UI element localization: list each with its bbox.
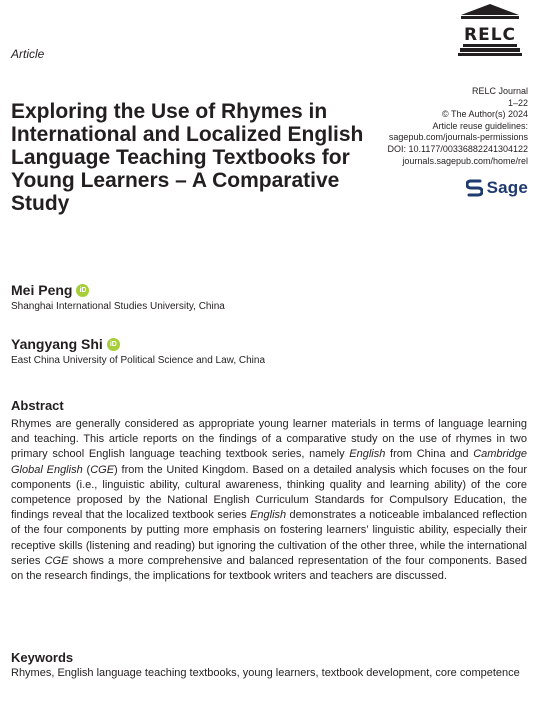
keywords-text: Rhymes, English language teaching textbooks, young learners, textbook development, core competence (11, 667, 520, 679)
article-type: Article (11, 47, 45, 61)
author-name-text: Mei Peng (11, 282, 73, 298)
journal-meta (328, 86, 528, 167)
abstract-emphasis: English (349, 448, 386, 461)
abstract-segment: Rhymes are generally considered as appropriate young learner materials in terms of language learning and teaching. This article reports on the findings of a comparative study on the use of rhymes in two primary school English language teaching textbook series, namely (11, 418, 527, 461)
abstract-segment: ) from the United Kingdom. Based on a detailed analysis which focuses on the four components (i.e., linguistic ability, cultural awareness, thinking quality and learning ability) of the core competence proposed by the National English Curriculum Standards for Compulsory Education, the findings reveal that the localized textbook series (11, 463, 527, 522)
abstract-segment: shows a more comprehensive and balanced representation of the four components. Based on the research findings, the implications for textbook writers and teachers are discussed. (11, 554, 527, 583)
journal-logo (457, 4, 523, 68)
sage-s-icon (466, 179, 483, 197)
page-range: 1–22 (507, 97, 528, 108)
abstract-text (11, 417, 527, 584)
journal-name: RELC Journal (471, 86, 528, 96)
orcid-icon[interactable]: iD (107, 338, 120, 351)
abstract-emphasis: CGE (90, 463, 115, 476)
abstract-emphasis: Cambridge Global English (11, 448, 527, 476)
author-block (11, 282, 225, 312)
abstract-emphasis: English (250, 509, 287, 522)
doi[interactable]: DOI: 10.1177/00336882241304122 (387, 143, 528, 154)
article-title: Exploring the Use of Rhymes in International and Localized English Language Teaching Textbooks for Young Learners – A Comparative Study (11, 100, 364, 215)
reuse-label: Article reuse guidelines: (432, 120, 528, 131)
author-name (11, 282, 225, 298)
abstract-segment: ( (82, 463, 91, 476)
abstract-emphasis: CGE (44, 554, 69, 567)
abstract-segment: from China and (385, 448, 474, 461)
author-block (11, 336, 265, 366)
keywords-heading: Keywords (11, 650, 74, 665)
author-affiliation: Shanghai International Studies University, China (11, 301, 225, 312)
author-name-text: Yangyang Shi (11, 336, 103, 352)
abstract-heading: Abstract (11, 398, 64, 413)
reuse-link[interactable]: sagepub.com/journals-permissions (388, 132, 528, 143)
author-name (11, 336, 265, 352)
abstract-segment: demonstrates a noticeable imbalanced reflection of the four components by putting more emphasis on fostering learners’ linguistic ability, especially their receptive skills (listening and reading) but ignoring the cultivation of the other three, while the international series (11, 509, 527, 567)
journal-link[interactable]: journals.sagepub.com/home/rel (402, 155, 528, 166)
publisher-logo (466, 178, 528, 198)
copyright: © The Author(s) 2024 (441, 109, 528, 120)
publisher-name: Sage (486, 178, 528, 197)
logo-text: RELC (463, 25, 516, 45)
orcid-icon[interactable]: iD (76, 284, 89, 297)
author-affiliation: East China University of Political Science and Law, China (11, 355, 266, 366)
